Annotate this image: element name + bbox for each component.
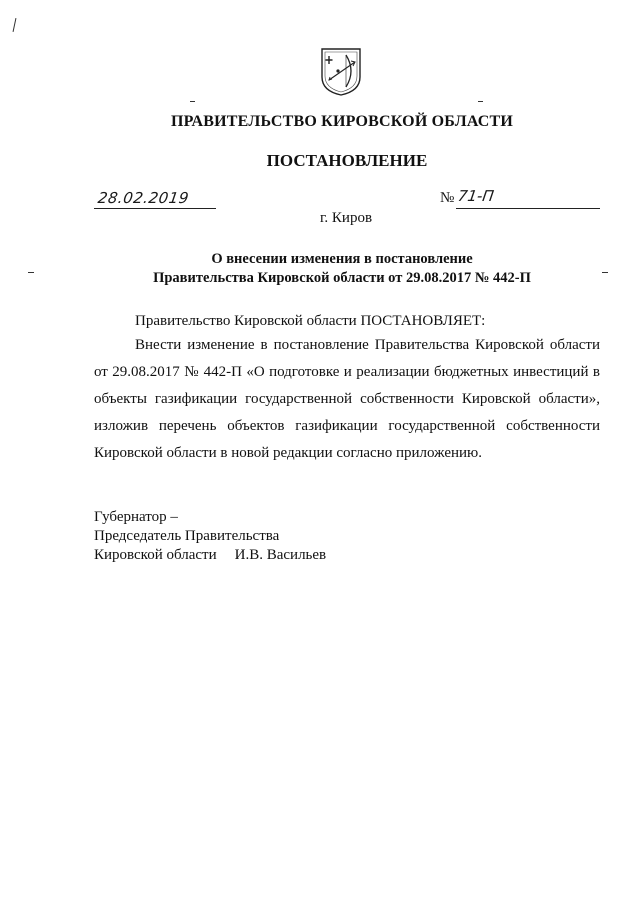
- city-label: г. Киров: [319, 210, 373, 226]
- document-subject: [0, 250, 640, 288]
- subject-line-2: Правительства Кировской области от 29.08.2017 № 442-П: [153, 270, 531, 286]
- signature-region: Кировской области: [94, 547, 217, 563]
- signature-title-line-2: Председатель Правительства: [94, 528, 280, 544]
- number-sign: №: [440, 190, 455, 206]
- document-number: 71-П: [456, 187, 496, 205]
- document-type-title: ПОСТАНОВЛЕНИЕ: [266, 151, 428, 170]
- subject-line-1: О внесении изменения в постановление: [211, 251, 473, 267]
- number-underline: [456, 208, 600, 209]
- document-date: 28.02.2019: [96, 189, 191, 207]
- scan-mark: [190, 101, 195, 102]
- body-paragraph-2: Внести изменение в постановление Правительства Кировской области от 29.08.2017 № 442-П «О подготовке и реализации бюджетных инвестиций в объекты газификации государственной собственности Кировской области», изложив перечень объектов газификации государственной собственности Кировской области в новой редакции согласно приложению.: [94, 337, 600, 461]
- signature-block: [94, 508, 326, 565]
- coat-of-arms-emblem: [320, 47, 362, 97]
- organization-title: ПРАВИТЕЛЬСТВО КИРОВСКОЙ ОБЛАСТИ: [170, 113, 514, 130]
- signature-title-line-3: [94, 546, 326, 565]
- scan-mark: [478, 101, 483, 102]
- date-underline: [94, 208, 216, 209]
- signature-title-line-1: Губернатор –: [94, 509, 178, 525]
- body-paragraph-1: Правительство Кировской области ПОСТАНОВЛЯЕТ:: [135, 313, 486, 329]
- signatory-name: И.В. Васильев: [234, 547, 327, 563]
- scan-mark: [13, 18, 17, 32]
